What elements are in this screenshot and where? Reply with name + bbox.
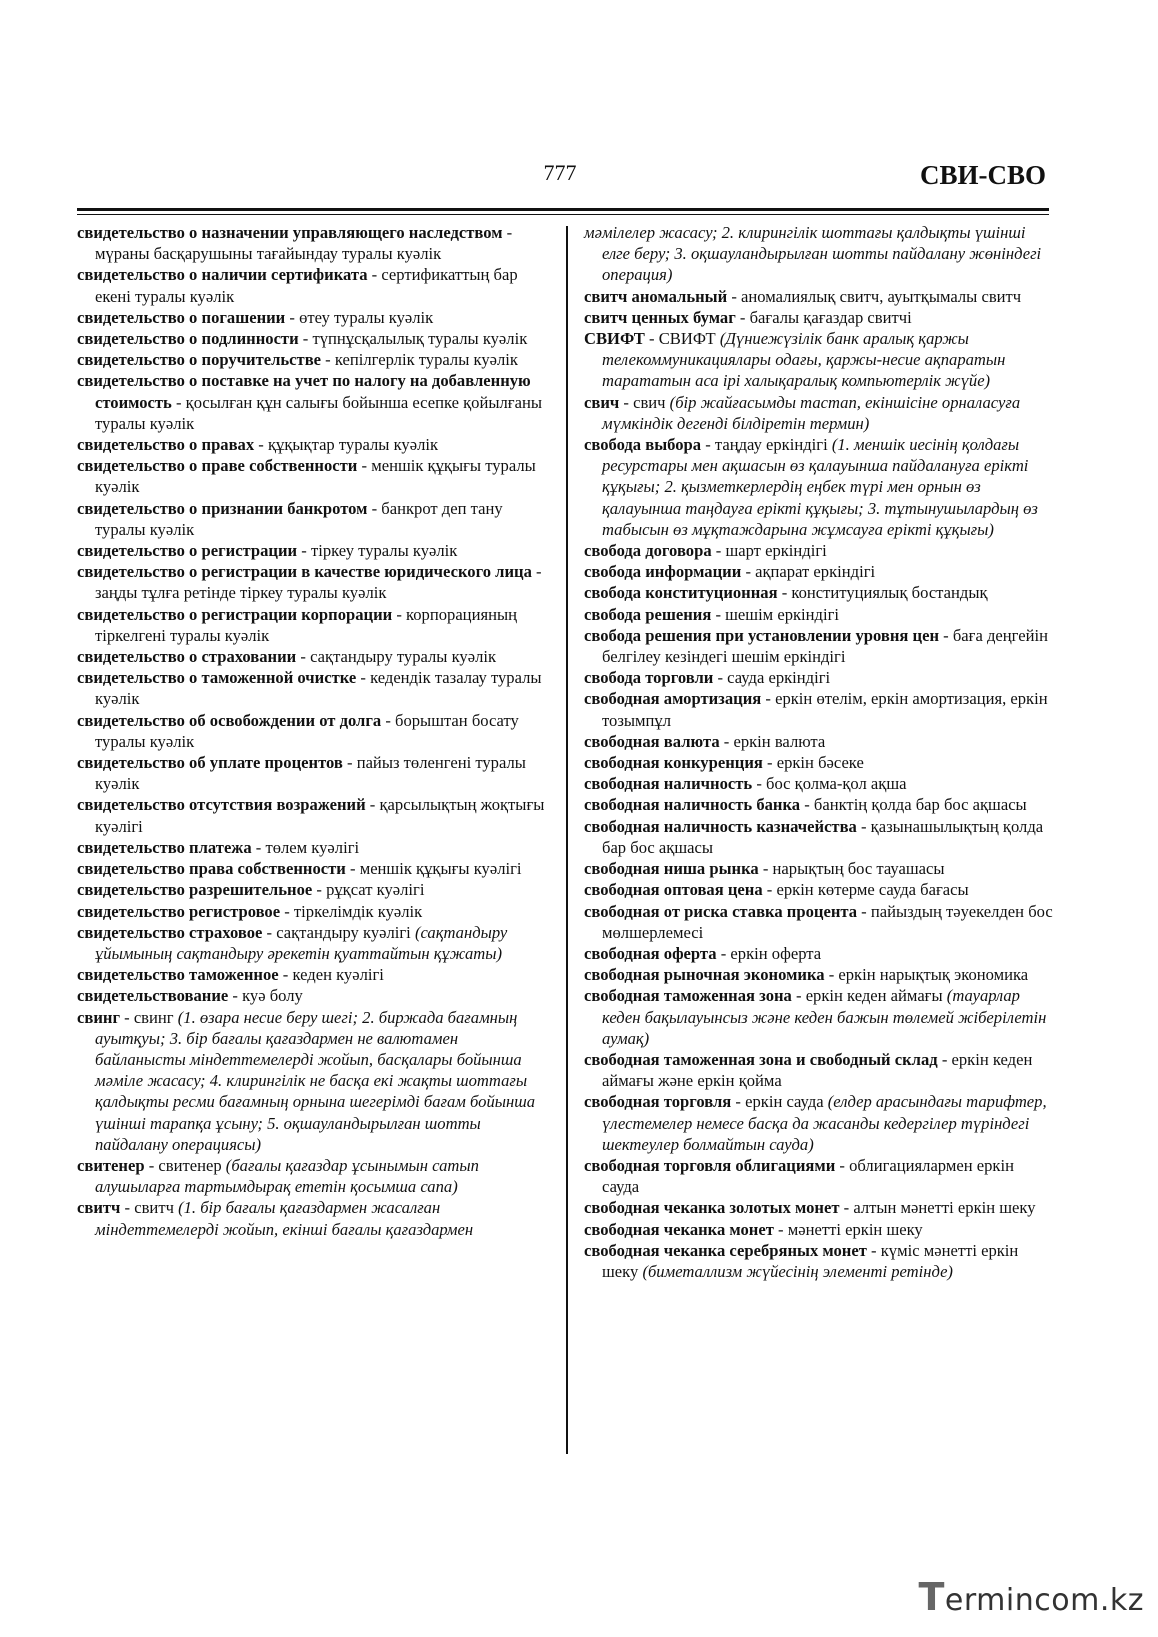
dictionary-entry: свидетельство о регистрации в качестве юридического лица - заңды тұлға ретінде тіркеу туралы куәлік — [77, 562, 542, 603]
entry-term: свитч — [77, 1198, 121, 1218]
entry-definition: таңдау еркіндігі — [714, 435, 828, 455]
entry-definition: сақтандыру туралы куәлік — [310, 647, 497, 667]
entry-definition: еркін бәсеке — [776, 753, 864, 773]
dictionary-entry: свобода выбора - таңдау еркіндігі (1. меншік иесінің қолдағы ресурстары мен ақшасын өз қалауынша пайдалануға ерікті құқығы; 2. қызметкерлердің еңбек түрі мен орнын өз қалауынша таңдауға ерікті құқығы; 3. тұтынушылардың өз табысын өз мұқтаждарына жұмсауға ерікті құқығы) — [584, 435, 1038, 539]
dictionary-entry: свидетельство о регистрации корпорации - корпорацияның тіркелгені туралы куәлік — [77, 604, 517, 645]
entry-note: (1. меншік иесінің қолдағы ресурстары мен ақшасын өз қалауынша пайдалануға ерікті құқығы; 2. қызметкерлердің еңбек түрі мен орнын өз қалауынша таңдауға ерікті құқығы; 3. тұтынушылардың өз табысын өз мұқтаждарына жұмсауға ерікті құқығы) — [602, 435, 1038, 539]
entry-definition: еркін өтелім, еркін амортизация, еркін тозымпұл — [602, 689, 1048, 730]
dictionary-entry: свободная наличность банка - банктің қолда бар бос ақшасы — [584, 795, 1027, 815]
dictionary-entry: свитенер - свитенер (бағалы қағаздар ұсынымын сатып алушыларға тартымдырақ ететін қосымша сапа) — [77, 1155, 479, 1197]
entry-definition: облигациялармен еркін сауда — [602, 1155, 1014, 1197]
entry-term: свидетельство о признании банкротом — [77, 498, 368, 518]
entry-definition: аномалиялық свитч, ауытқымалы свитч — [741, 286, 1022, 306]
entry-note: (биметаллизм жүйесінің элементі ретінде) — [642, 1261, 953, 1281]
dictionary-entry: свободная ниша рынка - нарықтың бос тауашасы — [584, 859, 945, 879]
entry-definition: күміс мәнетті еркін шеку — [602, 1240, 1019, 1281]
entry-definition: свитенер — [158, 1155, 222, 1175]
dictionary-entry: свидетельство о правах - құқықтар туралы куәлік — [77, 435, 439, 455]
entry-definition: тіркеу туралы куәлік — [310, 541, 458, 561]
dictionary-entry: свич - свич (бір жайғасымды тастап, екіншісіне орналасуға мүмкіндік дегенді білдіретін термин) — [584, 392, 1021, 433]
entry-term: свидетельство о поручительстве — [77, 350, 322, 370]
watermark-logo-letter: T — [918, 1575, 945, 1619]
entry-definition: банктің қолда бар бос ақшасы — [813, 795, 1027, 815]
entry-definition: бағалы қағаздар свитчі — [749, 307, 912, 327]
dictionary-entry: свидетельство права собственности - меншік құқығы куәлігі — [77, 859, 522, 879]
dictionary-entry: свободная от риска ставка процента - пайыздың тәуекелден бос мөлшерлемесі — [584, 901, 1053, 942]
entry-definition: еркін нарықтық экономика — [838, 965, 1029, 985]
entry-term: свидетельство о таможенной очистке — [77, 668, 357, 688]
entry-definition: куә болу — [242, 986, 303, 1006]
entry-definition: пайыздың тәуекелден бос мөлшерлемесі — [602, 901, 1053, 942]
entry-term: свободная ниша рынка — [584, 859, 759, 879]
dictionary-entry — [584, 222, 1054, 286]
right-column — [584, 222, 1054, 1282]
entry-term: свитч аномальный — [584, 286, 728, 306]
dictionary-entry: свободная оптовая цена - еркін көтерме сауда бағасы — [584, 880, 969, 900]
entry-definition: кепілгерлік туралы куәлік — [334, 350, 518, 370]
dictionary-entry: свидетельство о поставке на учет по налогу на добавленную стоимость - қосылған құн салығы бойынша есепке қойылғаны туралы куәлік — [77, 371, 542, 433]
dictionary-entry: свободная чеканка серебряных монет - күміс мәнетті еркін шеку (биметаллизм жүйесінің элементі ретінде) — [584, 1240, 1019, 1281]
dictionary-entry: свободная торговля - еркін сауда (елдер арасындағы тарифтер, үлестемелер немесе басқа да жасанды кедергілер түріндегі шектеулер болмайтын сауда) — [584, 1092, 1047, 1154]
entry-term: свидетельство о назначении управляющего наследством — [77, 223, 503, 242]
entry-term: свидетельство о правах — [77, 435, 255, 455]
entry-note: (бір жайғасымды тастап, екіншісіне орналасуға мүмкіндік дегенді білдіретін термин) — [602, 392, 1021, 433]
entry-definition: меншік құқығы туралы куәлік — [95, 456, 536, 497]
dictionary-entry: свидетельство таможенное - кеден куәлігі — [77, 965, 384, 985]
entry-definition: свитч — [134, 1198, 174, 1218]
entry-definition: нарықтың бос тауашасы — [772, 859, 945, 879]
entry-term: свидетельство о регистрации — [77, 541, 298, 561]
entry-definition: мәнетті еркін шеку — [787, 1219, 923, 1239]
dictionary-entry: свободная конкуренция - еркін бәсеке — [584, 753, 864, 773]
dictionary-entry: свободная амортизация - еркін өтелім, еркін амортизация, еркін тозымпұл — [584, 689, 1048, 730]
entry-definition: конституциялық бостандық — [791, 583, 988, 603]
dictionary-entry: свидетельство регистровое - тіркелімдік куәлік — [77, 901, 423, 921]
entry-term: свидетельство права собственности — [77, 859, 346, 879]
dictionary-entry: свидетельство о наличии сертификата - сертификаттың бар екені туралы куәлік — [77, 265, 518, 306]
entry-term: свидетельство платежа — [77, 837, 252, 857]
entry-definition: қазынашылықтың қолда бар бос ақшасы — [602, 816, 1044, 857]
dictionary-entry: свидетельствование - куә болу — [77, 986, 303, 1006]
entry-term: свободная оферта — [584, 943, 717, 963]
dictionary-entry: свидетельство о подлинности - түпнұсқалылық туралы куәлік — [77, 329, 528, 349]
entry-term: свободная наличность казначейства — [584, 816, 857, 836]
entry-definition: тіркелімдік куәлік — [293, 901, 423, 921]
entry-definition: шарт еркіндігі — [725, 541, 827, 561]
entry-term: свободная чеканка монет — [584, 1219, 774, 1239]
dictionary-entry: свобода информации - ақпарат еркіндігі — [584, 562, 876, 582]
dictionary-entry: свидетельство отсутствия возражений - қарсылықтың жоқтығы куәлігі — [77, 795, 545, 836]
entry-definition: СВИФТ — [658, 329, 716, 349]
entry-term: свидетельство регистровое — [77, 901, 281, 921]
entry-definition: сауда еркіндігі — [727, 668, 831, 688]
dictionary-entry: свидетельство об уплате процентов - пайыз төленгені туралы куәлік — [77, 753, 526, 794]
entry-definition: төлем куәлігі — [265, 837, 360, 857]
dictionary-entry: свидетельство об освобождении от долга - борыштан босату туралы куәлік — [77, 710, 519, 751]
entry-term: свобода информации — [584, 562, 742, 582]
entry-definition: кедендік тазалау туралы куәлік — [95, 668, 542, 709]
dictionary-entry: свидетельство платежа - төлем куәлігі — [77, 837, 360, 857]
entry-note: (1. бір бағалы қағаздармен жасалған міндеттемелерді жойып, екінші бағалы қағаздармен — [95, 1198, 474, 1239]
entry-definition: борыштан босату туралы куәлік — [95, 710, 519, 751]
entry-definition: бос қолма-қол ақша — [766, 774, 907, 794]
dictionary-entry: свидетельство о погашении - өтеу туралы куәлік — [77, 307, 434, 327]
entry-term: свобода решения — [584, 604, 712, 624]
entry-term: свободная таможенная зона и свободный склад — [584, 1049, 938, 1069]
dictionary-entry: свободная валюта - еркін валюта — [584, 731, 826, 751]
entry-term: свобода торговли — [584, 668, 714, 688]
entry-term: свобода выбора — [584, 435, 702, 455]
dictionary-entry: свидетельство о таможенной очистке - кедендік тазалау туралы куәлік — [77, 668, 542, 709]
entry-definition: құқықтар туралы куәлік — [267, 435, 439, 455]
entry-term: свободная рыночная экономика — [584, 965, 825, 985]
dictionary-entry: свободная торговля облигациями - облигациялармен еркін сауда — [584, 1155, 1014, 1197]
dictionary-entry: свободная наличность - бос қолма-қол ақша — [584, 774, 907, 794]
page-number: 777 — [543, 160, 577, 185]
watermark-text: ermincom.kz — [944, 1583, 1144, 1618]
entry-term: свободная таможенная зона — [584, 986, 792, 1006]
entry-term: свидетельство о подлинности — [77, 329, 299, 349]
dictionary-entry: свидетельство о поручительстве - кепілгерлік туралы куәлік — [77, 350, 518, 370]
dictionary-entry: свобода решения - шешім еркіндігі — [584, 604, 840, 624]
terminсom-watermark — [919, 1575, 1145, 1619]
entry-definition: сақтандыру куәлігі — [276, 922, 411, 942]
entry-term: свидетельство страховое — [77, 922, 263, 942]
entry-definition: еркін оферта — [730, 943, 822, 963]
entry-term: свобода решения при установлении уровня цен — [584, 625, 939, 645]
entry-definition: кеден куәлігі — [292, 965, 384, 985]
dictionary-entry: свобода торговли - сауда еркіндігі — [584, 668, 831, 688]
entry-term: свидетельство о страховании — [77, 647, 297, 667]
entry-term: свобода договора — [584, 541, 712, 561]
entry-term: свидетельство отсутствия возражений — [77, 795, 366, 815]
entry-term: свич — [584, 392, 620, 412]
entry-term: свинг — [77, 1007, 120, 1027]
dictionary-entry: свитч ценных бумаг - бағалы қағаздар свитчі — [584, 307, 912, 327]
dictionary-entry: свободная чеканка золотых монет - алтын мәнетті еркін шеку — [584, 1198, 1036, 1218]
entry-term: свободная от риска ставка процента — [584, 901, 858, 921]
entry-definition: түпнұсқалылық туралы куәлік — [312, 329, 528, 349]
entry-definition: қарсылықтың жоқтығы куәлігі — [95, 795, 545, 836]
dictionary-entry: свидетельство разрешительное - рұқсат куәлігі — [77, 880, 425, 900]
entry-term: свободная торговля облигациями — [584, 1155, 836, 1175]
entry-term: свидетельство о наличии сертификата — [77, 265, 368, 285]
dictionary-entry: свободная наличность казначейства - қазынашылықтың қолда бар бос ақшасы — [584, 816, 1044, 857]
entry-definition: алтын мәнетті еркін шеку — [853, 1198, 1036, 1218]
dictionary-entry: СВИФТ - СВИФТ (Дүниежүзілік банк аралық қаржы телекоммуникациялары одағы, қаржы-несие ақпаратын тарататын аса ірі халықаралық компьютерлік жүйе) — [584, 329, 1006, 391]
dictionary-entry: свидетельство страховое - сақтандыру куәлігі (сақтандыру ұйымының сақтандыру әрекетін қуаттайтын құжаты) — [77, 922, 508, 963]
entry-term: свобода конституционная — [584, 583, 778, 603]
entry-definition: еркін кеден аймағы және еркін қойма — [602, 1049, 1033, 1091]
entry-term: свободная оптовая цена — [584, 880, 763, 900]
entry-term: свитч ценных бумаг — [584, 307, 736, 327]
entry-term: свидетельство разрешительное — [77, 880, 313, 900]
running-head: СВИ-СВО — [919, 160, 1046, 190]
entry-definition: корпорацияның тіркелгені туралы куәлік — [95, 604, 517, 645]
entry-note: (тауарлар кеден бақылауынсыз және кеден бажын төлемей жіберілетін аумақ) — [602, 986, 1047, 1048]
entry-term: свидетельство таможенное — [77, 965, 279, 985]
entry-definition: пайыз төленгені туралы куәлік — [95, 753, 526, 794]
entry-definition: меншік құқығы куәлігі — [359, 859, 522, 879]
entry-definition: еркін сауда — [745, 1092, 824, 1112]
entry-definition: шешім еркіндігі — [725, 604, 840, 624]
entry-term: свободная амортизация — [584, 689, 762, 709]
entry-definition: сертификаттың бар екені туралы куәлік — [95, 265, 518, 306]
entry-definition: мүраны басқарушыны тағайындау туралы куәлік — [95, 244, 442, 264]
entry-term: свитенер — [77, 1155, 145, 1175]
dictionary-entry: свобода конституционная - конституциялық бостандық — [584, 583, 988, 603]
dictionary-entry: свидетельство о регистрации - тіркеу туралы куәлік — [77, 541, 458, 561]
dictionary-entry: свободная таможенная зона и свободный склад - еркін кеден аймағы және еркін қойма — [584, 1049, 1033, 1091]
entry-definition: рұқсат куәлігі — [326, 880, 425, 900]
dictionary-entry: свидетельство о страховании - сақтандыру туралы куәлік — [77, 647, 497, 667]
entry-term: свободная наличность банка — [584, 795, 801, 815]
entry-definition: свинг — [133, 1007, 174, 1027]
dictionary-entry: свидетельство о праве собственности - меншік құқығы туралы куәлік — [77, 456, 536, 497]
entry-term: свидетельство об уплате процентов — [77, 753, 343, 773]
entry-note: (1. өзара несие беру шегі; 2. биржада бағамның ауытқуы; 3. бір бағалы қағаздармен не валютамен байланысты міндеттемелерді жойып, басқалары бойынша мәміле жасасу; 4. клирингілік не басқа екі жақты шоттағы қалдықты ресми бағамның орнына шегерімді бағам бойынша үшінші тарапқа ұсыну; 5. оқшауландырылған шотты пайдалану операциясы) — [95, 1007, 536, 1154]
entry-definition: свич — [633, 392, 666, 412]
header-rule — [77, 208, 1049, 211]
entry-term: СВИФТ — [584, 329, 645, 349]
entry-term: свободная конкуренция — [584, 753, 763, 773]
entry-definition: еркін кеден аймағы — [805, 986, 943, 1006]
dictionary-entry: свободная рыночная экономика - еркін нарықтық экономика — [584, 965, 1029, 985]
entry-definition: еркін көтерме сауда бағасы — [776, 880, 969, 900]
entry-term: свободная чеканка золотых монет — [584, 1198, 840, 1218]
dictionary-entry: свободная оферта - еркін оферта — [584, 943, 822, 963]
entry-term: свободная чеканка серебряных монет — [584, 1240, 867, 1260]
entry-note: (елдер арасындағы тарифтер, үлестемелер немесе басқа да жасанды кедергілер түріндегі шектеулер болмайтын сауда) — [602, 1092, 1047, 1154]
entry-term: свидетельство о праве собственности — [77, 456, 358, 476]
entry-term: свидетельство о поставке на учет по налогу на добавленную стоимость — [77, 371, 531, 412]
entry-term: свидетельство о регистрации в качестве юридического лица — [77, 562, 532, 582]
entry-term: свидетельство о погашении — [77, 307, 286, 327]
dictionary-entry: свидетельство о назначении управляющего наследством - мүраны басқарушыны тағайындау туралы куәлік — [77, 223, 513, 264]
dictionary-entry: свободная чеканка монет - мәнетті еркін шеку — [584, 1219, 923, 1239]
column-divider — [566, 226, 568, 1454]
entry-term: свободная наличность — [584, 774, 753, 794]
dictionary-entry: свобода решения при установлении уровня цен - баға деңгейін белгілеу кезіндегі шешім еркіндігі — [584, 625, 1048, 667]
dictionary-entry: свинг - свинг (1. өзара несие беру шегі; 2. биржада бағамның ауытқуы; 3. бір бағалы қағаздармен не валютамен байланысты міндеттемелерді жойып, басқалары бойынша мәміле жасасу; 4. клирингілік не басқа екі жақты шоттағы қалдықты ресми бағамның орнына шегерімді бағам бойынша үшінші тарапқа ұсыну; 5. оқшауландырылған шотты пайдалану операциясы) — [77, 1007, 536, 1154]
entry-term: свидетельство об освобождении от долга — [77, 710, 382, 730]
entry-term: свободная валюта — [584, 731, 720, 751]
entry-term: свободная торговля — [584, 1092, 732, 1112]
entry-definition: ақпарат еркіндігі — [755, 562, 876, 582]
dictionary-entry: свидетельство о признании банкротом - банкрот деп тану туралы куәлік — [77, 498, 503, 539]
entry-definition: өтеу туралы куәлік — [299, 307, 434, 327]
header-rule-thin — [77, 214, 1049, 215]
left-column — [77, 222, 547, 1240]
entry-note: мәмілелер жасасу; 2. клирингілік шоттағы қалдықты үшінші елге беру; 3. оқшауландырылған шотты пайдалану жөніндегі операция) — [584, 223, 1042, 285]
dictionary-entry: свобода договора - шарт еркіндігі — [584, 541, 827, 561]
dictionary-entry: свитч - свитч (1. бір бағалы қағаздармен жасалған міндеттемелерді жойып, екінші бағалы қағаздармен — [77, 1198, 474, 1239]
dictionary-entry: свободная таможенная зона - еркін кеден аймағы (тауарлар кеден бақылауынсыз және кеден бажын төлемей жіберілетін аумақ) — [584, 986, 1047, 1048]
entry-term: свидетельство о регистрации корпорации — [77, 604, 393, 624]
entry-note: (Дүниежүзілік банк аралық қаржы телекоммуникациялары одағы, қаржы-несие ақпаратын тарататын аса ірі халықаралық компьютерлік жүйе) — [602, 329, 1006, 391]
entry-definition: қосылған құн салығы бойынша есепке қойылғаны туралы куәлік — [95, 392, 542, 433]
entry-definition: банкрот деп тану туралы куәлік — [95, 498, 503, 539]
dictionary-entry: свитч аномальный - аномалиялық свитч, ауытқымалы свитч — [584, 286, 1022, 306]
entry-definition: еркін валюта — [733, 731, 826, 751]
entry-note: (сақтандыру ұйымының сақтандыру әрекетін қуаттайтын құжаты) — [95, 922, 508, 963]
entry-definition: заңды тұлға ретінде тіркеу туралы куәлік — [95, 583, 387, 603]
entry-definition: баға деңгейін белгілеу кезіндегі шешім еркіндігі — [602, 625, 1048, 667]
entry-term: свидетельствование — [77, 986, 229, 1006]
entry-note: (бағалы қағаздар ұсынымын сатып алушыларға тартымдырақ ететін қосымша сапа) — [95, 1155, 479, 1197]
